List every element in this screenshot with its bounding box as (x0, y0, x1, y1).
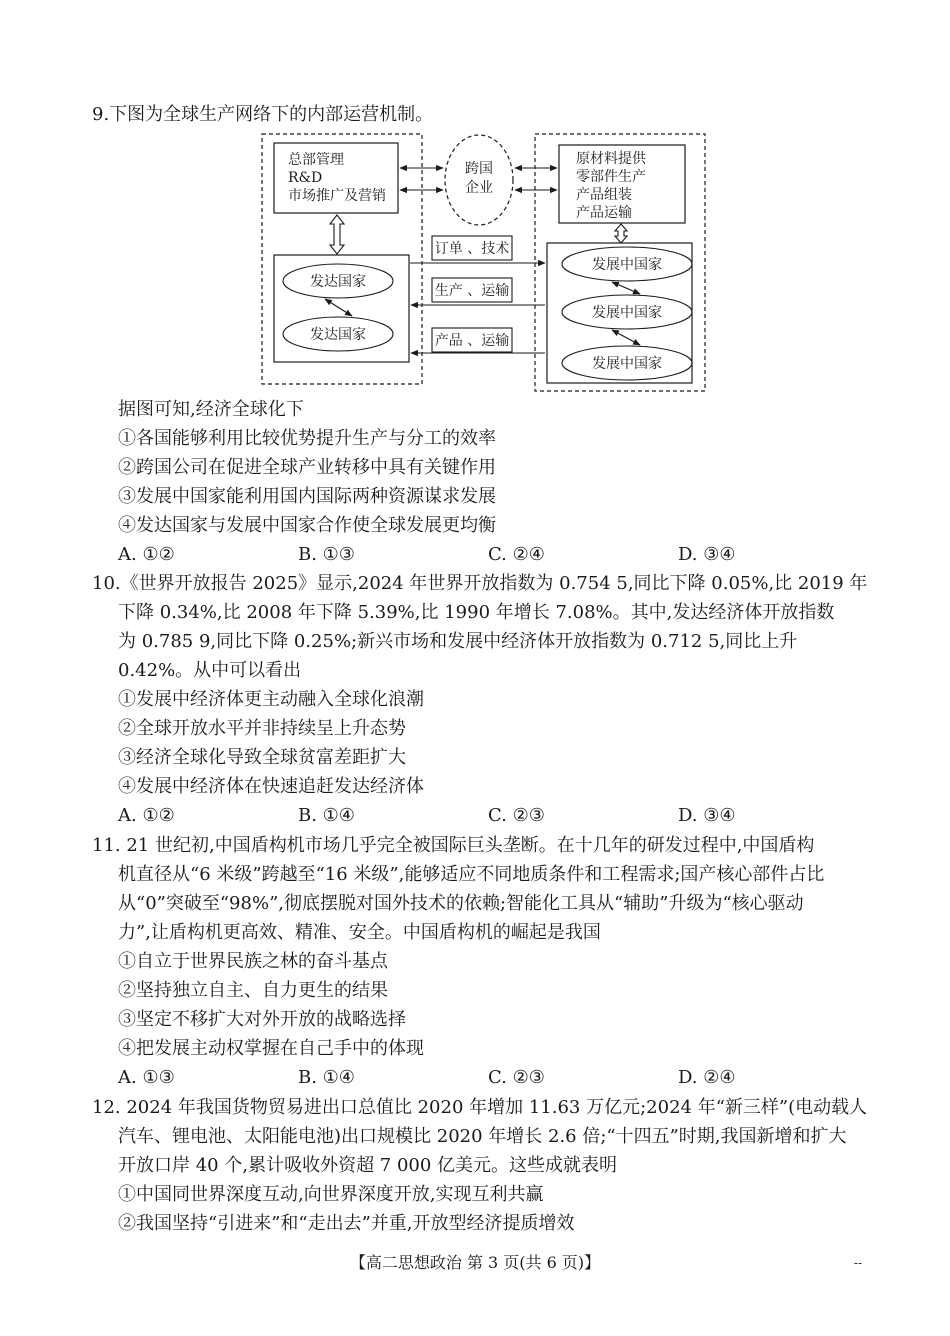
q10-line-1: 10.《世界开放报告 2025》显示,2024 年世界开放指数为 0.754 5,同比下降 0.05%,比 2019 年 (92, 573, 868, 594)
developing-label-3: 发展中国家 (592, 356, 662, 372)
hq-line-3: 市场推广及营销 (288, 188, 386, 204)
hq-line-1: 总部管理 (288, 152, 344, 168)
mnc-line-2: 企业 (465, 180, 493, 196)
q10-line-2: 下降 0.34%,比 2008 年下降 5.39%,比 1990 年增长 7.08%。其中,发达经济体开放指数 (118, 602, 835, 623)
flow-label-3: 产品 、运输 (434, 333, 510, 349)
q10-line-3: 为 0.785 9,同比下降 0.25%;新兴市场和发展中经济体开放指数为 0.712 5,同比上升 (118, 631, 798, 652)
q11-line-3: 从“0”突破至“98%”,彻底摆脱对国外技术的依赖;智能化工具从“辅助”升级为“核心驱动 (118, 893, 804, 914)
mnc-line-1: 跨国 (465, 161, 493, 177)
developed-label-1: 发达国家 (310, 274, 366, 290)
q10-option-c[interactable]: C. ②③ (488, 805, 545, 826)
q9-stem: 9.下图为全球生产网络下的内部运营机制。 (92, 104, 434, 125)
q9-option-b[interactable]: B. ①③ (298, 544, 355, 565)
q9-option-c[interactable]: C. ②④ (488, 544, 545, 565)
supply-line-3: 产品组装 (576, 187, 632, 203)
q12-item-1: ①中国同世界深度互动,向世界深度开放,实现互利共赢 (118, 1184, 544, 1205)
q10-item-2: ②全球开放水平并非持续呈上升态势 (118, 718, 406, 739)
flow-label-2: 生产 、运输 (434, 283, 510, 299)
q9-diagram (0, 0, 950, 410)
developing-label-2: 发展中国家 (592, 305, 662, 321)
q11-line-4: 力”,让盾构机更高效、精准、安全。中国盾构机的崛起是我国 (118, 922, 601, 943)
q12-line-2: 汽车、锂电池、太阳能电池)出口规模比 2020 年增长 2.6 倍;“十四五”时期,我国新增和扩大 (118, 1126, 847, 1147)
q10-line-4: 0.42%。从中可以看出 (118, 660, 302, 681)
q11-line-2: 机直径从“6 米级”跨越至“16 米级”,能够适应不同地质条件和工程需求;国产核心部件占比 (118, 864, 825, 885)
q9-item-1: ①各国能够利用比较优势提升生产与分工的效率 (118, 428, 496, 449)
q11-item-1: ①自立于世界民族之林的奋斗基点 (118, 951, 388, 972)
q11-item-3: ③坚定不移扩大对外开放的战略选择 (118, 1009, 406, 1030)
q9-item-2: ②跨国公司在促进全球产业转移中具有关键作用 (118, 457, 496, 478)
q12-item-2: ②我国坚持“引进来”和“走出去”并重,开放型经济提质增效 (118, 1213, 575, 1234)
q9-lead: 据图可知,经济全球化下 (118, 399, 304, 420)
q11-item-4: ④把发展主动权掌握在自己手中的体现 (118, 1038, 424, 1059)
supply-developing-double-arrow (615, 224, 627, 243)
developed-link (325, 299, 352, 316)
q11-option-c[interactable]: C. ②③ (488, 1067, 545, 1088)
q11-option-d[interactable]: D. ②④ (678, 1067, 736, 1088)
q9-item-4: ④发达国家与发展中国家合作使全球发展更均衡 (118, 515, 496, 536)
q9-option-a[interactable]: A. ①② (118, 544, 175, 565)
supply-line-1: 原材料提供 (576, 151, 646, 167)
q11-option-a[interactable]: A. ①③ (118, 1067, 175, 1088)
supply-line-2: 零部件生产 (576, 169, 646, 185)
footer-mark: -- (853, 1256, 862, 1270)
q11-line-1: 11. 21 世纪初,中国盾构机市场几乎完全被国际巨头垄断。在十几年的研发过程中,中国盾构 (92, 835, 815, 856)
q10-option-a[interactable]: A. ①② (118, 805, 175, 826)
q10-item-1: ①发展中经济体更主动融入全球化浪潮 (118, 689, 424, 710)
q12-line-3: 开放口岸 40 个,累计吸收外资超 7 000 亿美元。这些成就表明 (118, 1155, 618, 1176)
q11-item-2: ②坚持独立自主、自力更生的结果 (118, 980, 388, 1001)
hq-developed-double-arrow (330, 215, 344, 254)
hq-line-2: R&D (288, 170, 323, 186)
developing-label-1: 发展中国家 (592, 257, 662, 273)
q12-line-1: 12. 2024 年我国货物贸易进出口总值比 2020 年增加 11.63 万亿元;2024 年“新三样”(电动载人 (92, 1097, 868, 1118)
q9-item-3: ③发展中国家能利用国内国际两种资源谋求发展 (118, 486, 496, 507)
q11-option-b[interactable]: B. ①④ (298, 1067, 355, 1088)
q10-option-d[interactable]: D. ③④ (678, 805, 736, 826)
q10-option-b[interactable]: B. ①④ (298, 805, 355, 826)
page-footer: 【高二思想政治 第 3 页(共 6 页)】 (349, 1253, 601, 1272)
supply-line-4: 产品运输 (576, 205, 632, 221)
developing-link-2 (612, 330, 640, 345)
flow-label-1: 订单 、技术 (434, 241, 510, 257)
q9-option-d[interactable]: D. ③④ (678, 544, 736, 565)
q10-item-4: ④发展中经济体在快速追赶发达经济体 (118, 776, 424, 797)
developing-link-1 (612, 282, 640, 294)
q10-item-3: ③经济全球化导致全球贫富差距扩大 (118, 747, 406, 768)
developed-label-2: 发达国家 (310, 327, 366, 343)
